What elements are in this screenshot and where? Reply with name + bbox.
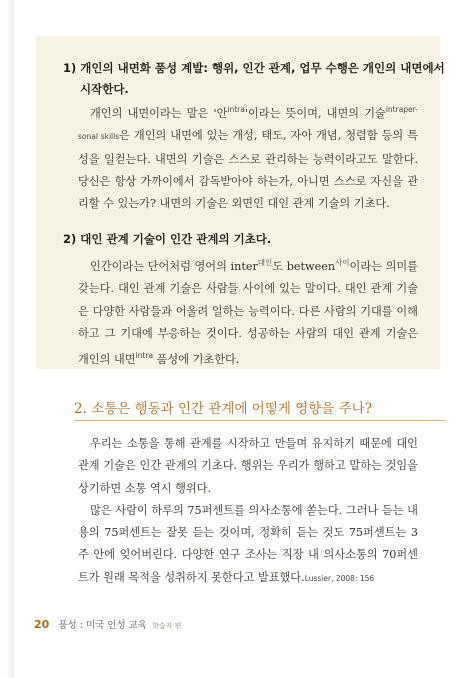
page-number: 20	[34, 618, 50, 631]
page-gutter	[0, 0, 14, 678]
panel-paragraph-2	[78, 252, 418, 371]
p1-text-c: 은 개인의 내면에 있는 개성, 태도, 자아 개념, 청렴함 등의 특성을 일컫는다. 내면의 기술은 스스로 관리하는 능력이라고도 말한다. 당신은 항상 가까이에서 감독받아야 하는가, 아니면 스스로 자신을 관리할 수 있는가? 내면의 기술은 외면인 대인 관계 기술의 기초다.	[78, 129, 418, 211]
p2-sup-intra: intra	[135, 351, 154, 361]
p2-text-c: 이라는 의미를 갖는다. 대인 관계 기술은 사람들 사이에 있는 말이다. 대인 관계 기술은 다양한 사람들과 어울려 일하는 능력이다. 다른 사람의 기대를 이해하고 그 기대에 부응하는 것이다. 성공하는 사람의 대인 관계 기술은 개인의 내면	[78, 260, 418, 367]
section-divider	[74, 420, 446, 421]
section-body	[78, 433, 418, 590]
p1-sup-intrapersonal-a: intraper-	[385, 105, 418, 114]
section-paragraph-2	[78, 500, 418, 590]
p2-sup-interpersonal: 대인	[257, 258, 273, 267]
subheading-1-line1: 1) 개인의 내면화 품성 계발: 행위, 인간 관계, 업무 수행은 개인의 내면에서	[63, 61, 445, 75]
subheading-1-line2: 시작한다.	[80, 82, 129, 96]
p2-text-d: 품성에 기초한다.	[153, 353, 240, 367]
panel-paragraph-1	[78, 99, 418, 215]
subheading-2: 2) 대인 관계 기술이 인간 관계의 기초다.	[63, 232, 272, 246]
section-paragraph-1: 우리는 소통을 통해 관계를 시작하고 만들며 유지하기 때문에 대인 관계 기술은 인간 관계의 기초다. 행위는 우리가 행하고 말하는 것임을 상기하면 소통 역시 행위다.	[78, 437, 418, 495]
page-footer	[34, 617, 181, 631]
subheading-1	[63, 58, 445, 100]
p1-sup-intra: intra	[227, 105, 245, 114]
book-title: 품성 : 미국 인성 교육	[58, 620, 148, 631]
section-title: 2. 소통은 행동과 인간 관계에 어떻게 영향을 주나?	[74, 401, 372, 417]
p2-text-a: 인간이라는 단어처럼 영어의 inter	[90, 260, 258, 273]
citation: Lussier, 2008: 156	[304, 573, 375, 583]
p1-text-b: '이라는 뜻이며, 내면의 기술	[244, 107, 386, 120]
p2-text-b: 도 between	[272, 260, 336, 273]
p1-sup-intrapersonal-b: sonal skills	[78, 132, 120, 142]
p1-text-a: 개인의 내면이라는 말은 '안	[90, 107, 228, 120]
p2-sup-between: 사이	[335, 258, 350, 267]
edition-label: 학습자 편	[152, 622, 182, 630]
section-paragraph-2-text: 많은 사람이 하루의 75퍼센트를 의사소통에 쏟는다. 그러나 듣는 내용의 75퍼센트는 잘못 듣는 것이며, 정확히 듣는 것도 75퍼센트는 3주 안에 잊어버린다. 다양한 연구 조사는 직장 내 의사소통의 70퍼센트가 원래 목적을 성취하지 못한다고 발표했다.	[78, 503, 418, 584]
